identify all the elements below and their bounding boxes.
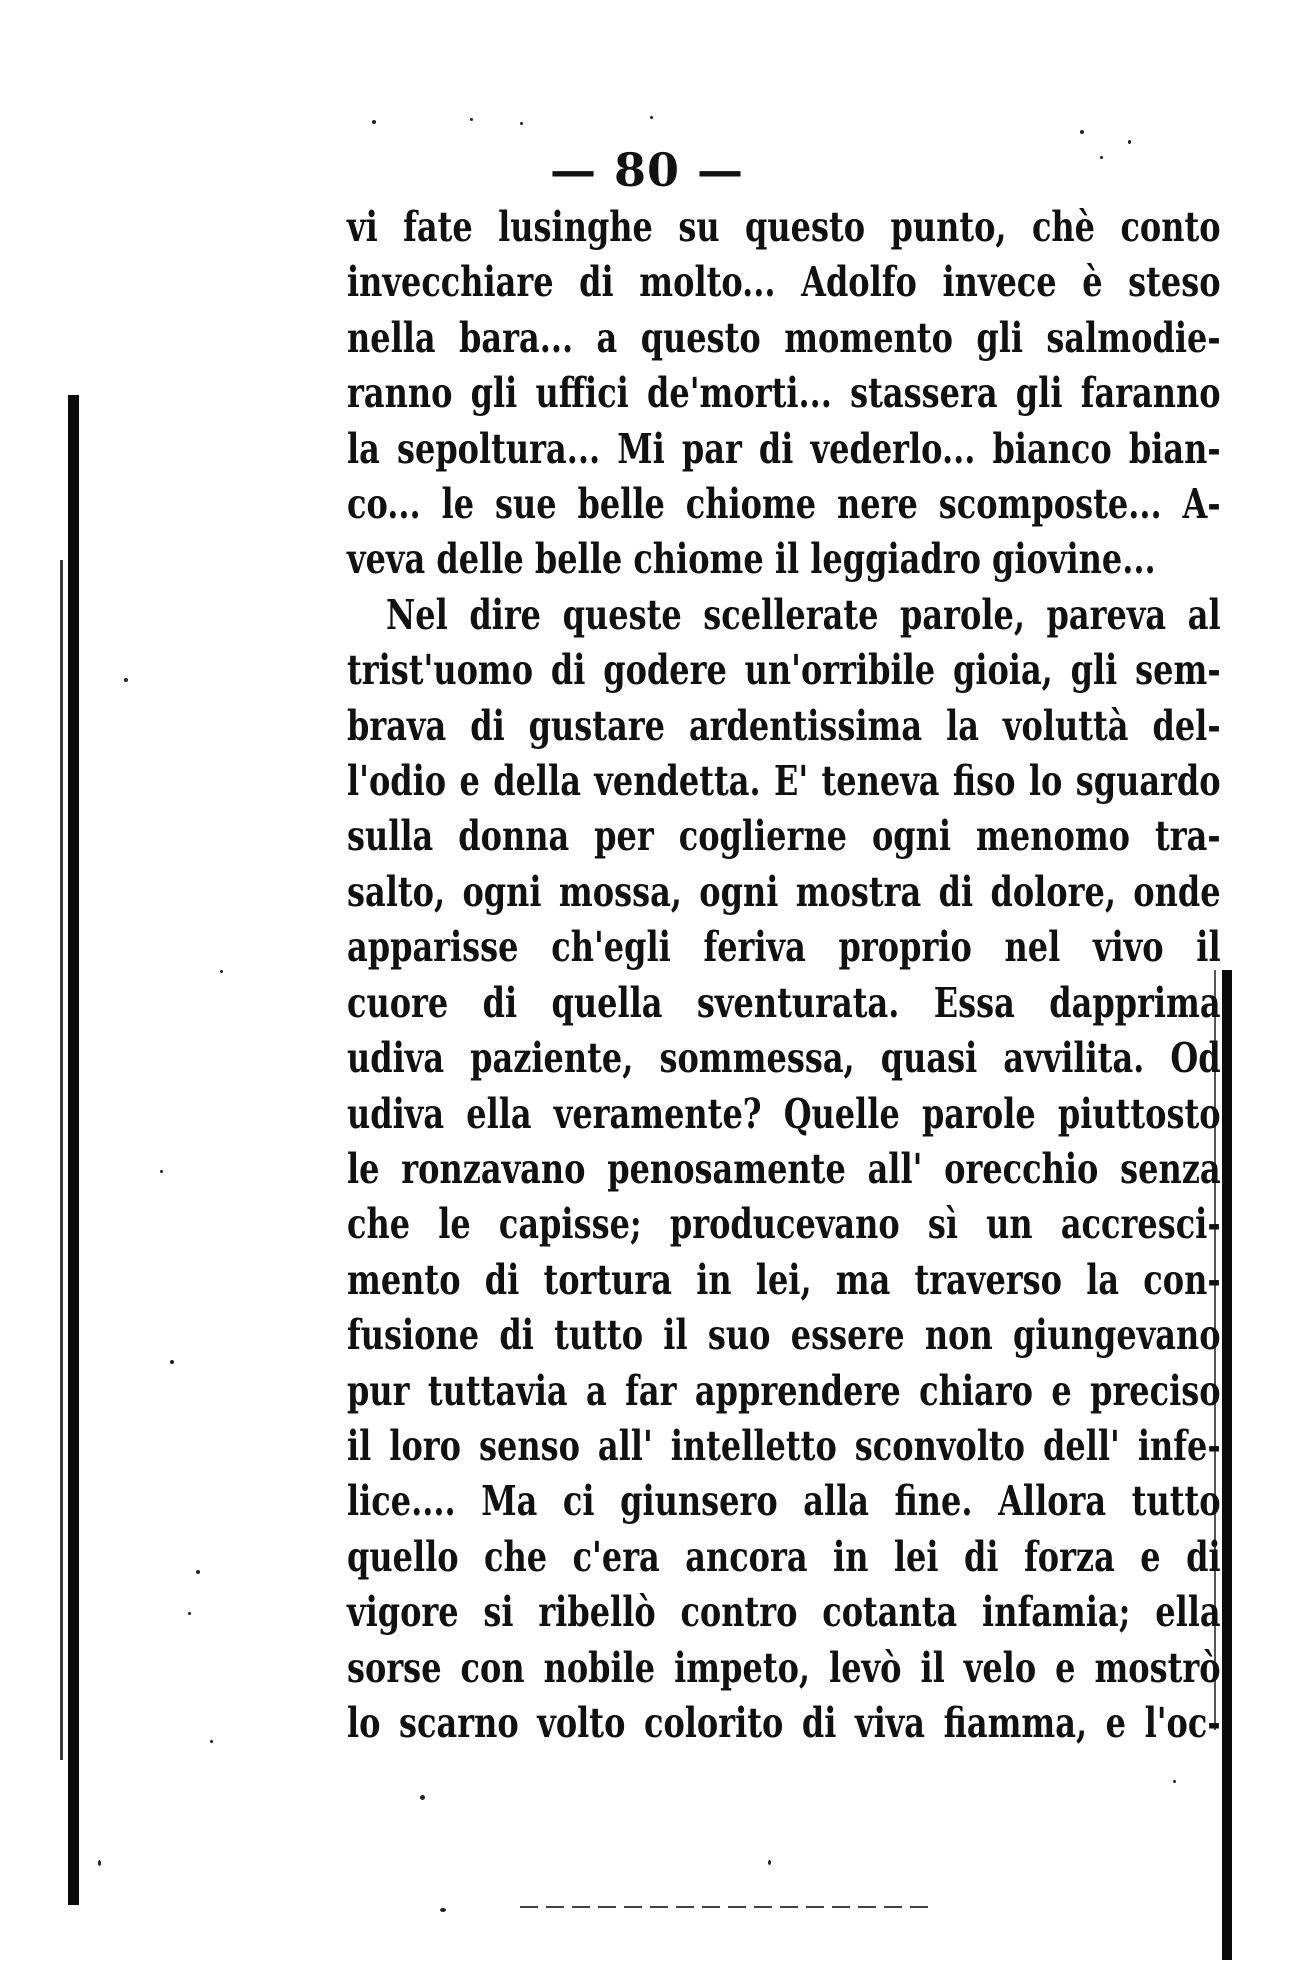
bottom-scan-line <box>520 1906 930 1908</box>
left-scan-edge-thin <box>60 560 63 1760</box>
text-line: sorse con nobile impeto, levò il velo e mostrò <box>347 1643 1221 1692</box>
text-line: mento di tortura in lei, ma traverso la con- <box>347 1255 1221 1304</box>
text-line: pur tuttavia a far apprendere chiaro e preciso <box>347 1366 1221 1415</box>
text-line: fusione di tutto il suo essere non giungevano <box>347 1311 1221 1360</box>
text-line: che le capisse; producevano sì un accresci- <box>347 1200 1221 1249</box>
text-line: quello che c'era ancora in lei di forza e di <box>347 1532 1221 1581</box>
text-line: Nel dire queste scellerate parole, pareva al <box>386 590 1221 639</box>
text-line: cuore di quella sventurata. Essa dapprima <box>347 978 1221 1027</box>
text-line: lo scarno volto colorito di viva fiamma, e l'oc- <box>347 1698 1221 1747</box>
text-line: udiva ella veramente? Quelle parole piuttosto <box>347 1089 1221 1138</box>
text-line: le ronzavano penosamente all' orecchio senza <box>347 1144 1221 1193</box>
right-scan-edge <box>1222 970 1232 1960</box>
text-line: ranno gli uffici de'morti... stassera gli faranno <box>347 369 1221 418</box>
text-line: salto, ogni mossa, ogni mostra di dolore, onde <box>347 867 1221 916</box>
text-line: vi fate lusinghe su questo punto, chè conto <box>347 203 1221 251</box>
text-line: invecchiare di molto... Adolfo invece è steso <box>347 258 1221 307</box>
text-line: lice.... Ma ci giunsero alla fine. Allora tutto <box>347 1477 1221 1526</box>
text-line: l'odio e della vendetta. E' teneva fiso lo sguardo <box>347 757 1221 806</box>
left-scan-edge <box>68 395 79 1905</box>
text-line: trist'uomo di godere un'orribile gioia, gli sem- <box>347 646 1221 695</box>
text-line: brava di gustare ardentissima la voluttà del- <box>347 701 1221 750</box>
text-line: veva delle belle chiome il leggiadro giovine... <box>347 535 1156 584</box>
text-line: co... le sue belle chiome nere scomposte... A- <box>347 480 1221 529</box>
body-text <box>347 200 1221 1751</box>
text-line: apparisse ch'egli feriva proprio nel vivo il <box>347 923 1221 972</box>
text-line: sulla donna per coglierne ogni menomo tra- <box>347 812 1221 861</box>
page-number-header: — 80 — <box>549 143 745 197</box>
text-line: udiva paziente, sommessa, quasi avvilita. Od <box>347 1034 1221 1083</box>
text-line: la sepoltura... Mi par di vederlo... bianco bian- <box>347 424 1221 473</box>
text-line: il loro senso all' intelletto sconvolto dell' infe- <box>347 1421 1221 1470</box>
text-line: vigore si ribellò contro cotanta infamia; ella <box>347 1588 1221 1637</box>
text-line: nella bara... a questo momento gli salmodie- <box>347 313 1221 362</box>
